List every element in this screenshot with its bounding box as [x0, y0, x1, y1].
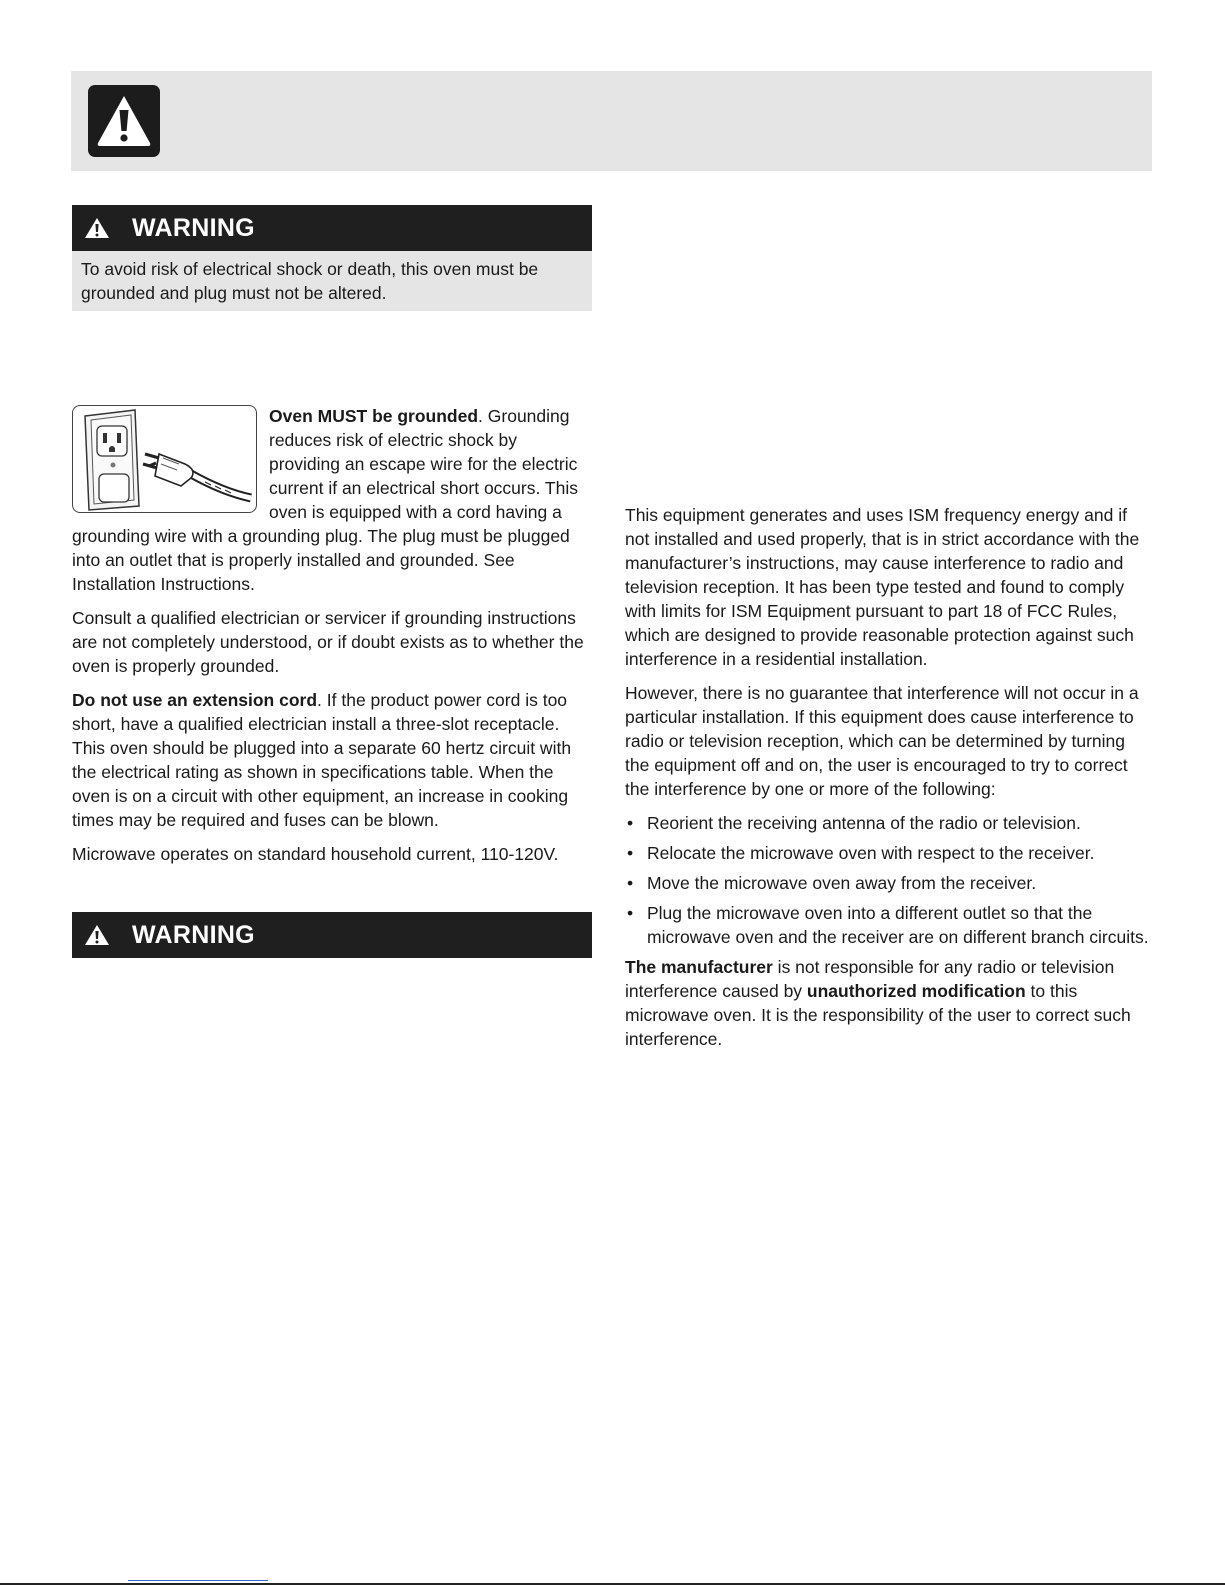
- list-item: • Move the microwave oven away from the receiver.: [625, 871, 1150, 895]
- extension-cord-emphasis: Do not use an extension cord: [72, 690, 318, 710]
- left-column: [72, 205, 592, 958]
- list-item: • Reorient the receiving antenna of the radio or television.: [625, 811, 1150, 835]
- warning-header: [72, 205, 592, 251]
- right-column: [625, 503, 1150, 1051]
- manufacturer-disclaimer-paragraph: [625, 955, 1150, 1051]
- disclaimer-text-end: to this microwave oven. It is the responsibility of the user to correct such interference.: [625, 981, 1131, 1049]
- grounding-paragraph-body: . Grounding reduces risk of electric shock by providing an escape wire for the electric current if an electrical short occurs. This oven is equipped with a cord having a grounding wire with a grounding plug. The plug must be plugged into an outlet that is properly installed and grounded. See Installation Instructions.: [72, 406, 578, 594]
- list-item: • Plug the microwave oven into a different outlet so that the microwave oven and the receiver are on different branch circuits.: [625, 901, 1150, 949]
- manufacturer-emphasis: The manufacturer: [625, 957, 773, 977]
- grounding-section: [72, 404, 592, 866]
- household-current-paragraph: Microwave operates on standard household current, 110-120V.: [72, 844, 559, 864]
- warning-header-second: [72, 912, 592, 958]
- disclaimer-text: is not responsible for any radio or television interference caused by: [625, 957, 1115, 1001]
- warning-triangle-icon: [88, 85, 160, 157]
- warning-small-icon: [84, 217, 110, 239]
- no-guarantee-paragraph: However, there is no guarantee that interference will not occur in a particular installation. If this equipment does cause interference to radio or television reception, which can be determined by turning the equipment off and on, the user is encouraged to try to correct the interference by one or more of the following:: [625, 683, 1139, 799]
- safety-banner: [71, 71, 1152, 171]
- list-item: • Relocate the microwave oven with respect to the receiver.: [625, 841, 1150, 865]
- unauthorized-modification-emphasis: unauthorized modification: [806, 981, 1026, 1001]
- warning-box-second: [72, 912, 592, 958]
- grounding-emphasis: Oven MUST be grounded: [269, 406, 479, 426]
- extension-cord-paragraph: [72, 688, 592, 832]
- warning-text: To avoid risk of electrical shock or death, this oven must be grounded and plug must not be altered.: [72, 251, 592, 311]
- warning-label-second: WARNING: [132, 920, 255, 949]
- ism-energy-paragraph: This equipment generates and uses ISM frequency energy and if not installed and used properly, that is in strict accordance with the manufacturer’s instructions, may cause interference to radio and television reception. It has been type tested and found to comply with limits for ISM Equipment pursuant to part 18 of FCC Rules, which are designed to provide reasonable protection against such interference in a residential installation.: [625, 505, 1140, 669]
- grounded-outlet-plug-illustration: [72, 405, 257, 513]
- extension-cord-body: . If the product power cord is too short, have a qualified electrician install a three-slot receptacle. This oven should be plugged into a separate 60 hertz circuit with the electrical rating as shown in specifications table. When the oven is on a circuit with other equipment, an increase in cooking times may be required and fuses can be blown.: [72, 690, 572, 830]
- consult-electrician-paragraph: Consult a qualified electrician or servicer if grounding instructions are not completely understood, or if doubt exists as to whether the oven is properly grounded.: [72, 608, 584, 676]
- warning-small-icon: [84, 924, 110, 946]
- warning-box-grounding: [72, 205, 592, 311]
- warning-label: WARNING: [132, 213, 255, 242]
- footer-link-underline: [128, 1580, 268, 1581]
- interference-remedies-list: [625, 811, 1150, 949]
